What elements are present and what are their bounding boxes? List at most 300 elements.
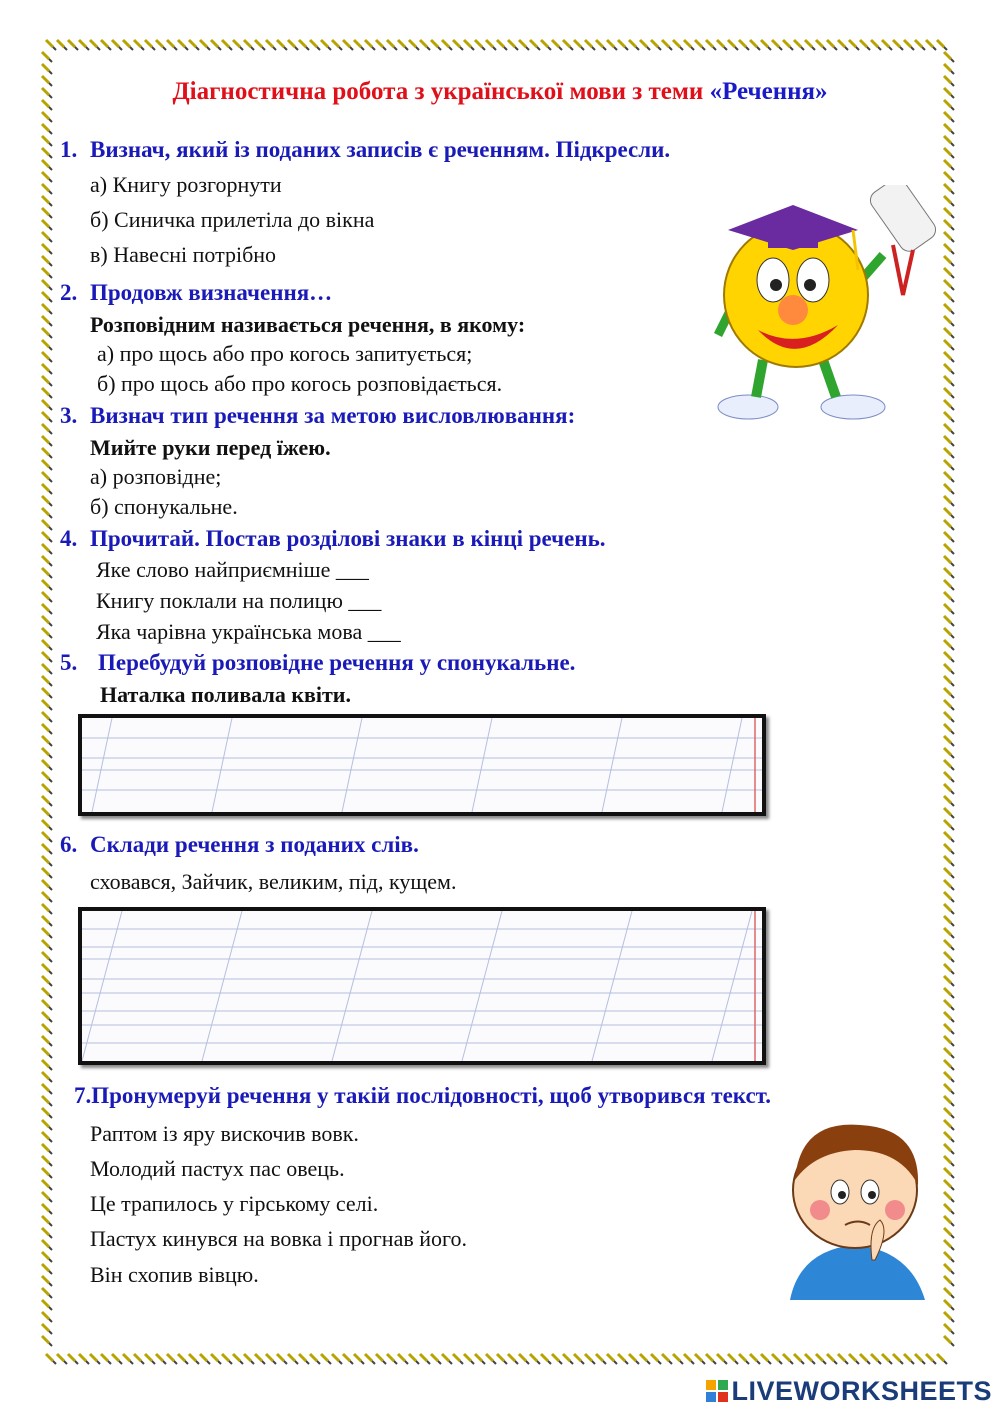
- pencil-border-mark: [42, 784, 52, 794]
- graduate-smiley-illustration: [708, 185, 948, 420]
- pencil-border-mark: [629, 40, 639, 50]
- pencil-border-mark: [944, 868, 954, 878]
- pencil-border-mark: [508, 1354, 518, 1364]
- pencil-border-mark: [783, 1354, 793, 1364]
- pencil-border-mark: [42, 208, 52, 218]
- pencil-border-mark: [42, 412, 52, 422]
- pencil-border-mark: [944, 1240, 954, 1250]
- pencil-border-mark: [849, 1354, 859, 1364]
- pencil-border-mark: [827, 1354, 837, 1364]
- liveworksheets-brand: LIVEWORKSHEETS: [706, 1376, 992, 1407]
- pencil-border-mark: [42, 1024, 52, 1034]
- pencil-border-mark: [944, 772, 954, 782]
- pencil-border-mark: [574, 1354, 584, 1364]
- pencil-border-mark: [101, 1354, 111, 1364]
- pencil-border-mark: [310, 40, 320, 50]
- pencil-border-mark: [794, 40, 804, 50]
- pencil-border-mark: [189, 1354, 199, 1364]
- pencil-border-mark: [944, 1288, 954, 1298]
- pencil-border-mark: [42, 1264, 52, 1274]
- pencil-border-mark: [944, 160, 954, 170]
- pencil-border-mark: [42, 1168, 52, 1178]
- pencil-border-mark: [211, 1354, 221, 1364]
- pencil-border-mark: [42, 1180, 52, 1190]
- pencil-border-mark: [112, 1354, 122, 1364]
- pencil-border-mark: [530, 40, 540, 50]
- pencil-border-mark: [684, 40, 694, 50]
- pencil-border-mark: [112, 40, 122, 50]
- pencil-border-mark: [42, 1252, 52, 1262]
- pencil-border-mark: [178, 1354, 188, 1364]
- pencil-border-mark: [42, 748, 52, 758]
- pencil-border-mark: [42, 700, 52, 710]
- pencil-border-mark: [42, 988, 52, 998]
- pencil-border-mark: [629, 1354, 639, 1364]
- pencil-border-mark: [42, 580, 52, 590]
- pencil-border-mark: [42, 424, 52, 434]
- pencil-border-mark: [944, 796, 954, 806]
- pencil-border-mark: [266, 40, 276, 50]
- pencil-border-mark: [944, 1012, 954, 1022]
- task-2-heading: 2. Продовж визначення…: [60, 280, 333, 305]
- pencil-border-mark: [662, 1354, 672, 1364]
- pencil-border-mark: [944, 964, 954, 974]
- pencil-border-mark: [42, 292, 52, 302]
- pencil-border-mark: [46, 40, 56, 50]
- pencil-border-mark: [79, 1354, 89, 1364]
- pencil-border-mark: [944, 916, 954, 926]
- pencil-border-mark: [42, 352, 52, 362]
- pencil-border-mark: [321, 1354, 331, 1364]
- pencil-border-mark: [42, 1276, 52, 1286]
- pencil-border-mark: [860, 1354, 870, 1364]
- pencil-border-mark: [354, 40, 364, 50]
- pencil-border-mark: [68, 1354, 78, 1364]
- pencil-border-mark: [893, 1354, 903, 1364]
- pencil-border-mark: [343, 1354, 353, 1364]
- pencil-border-mark: [926, 1354, 936, 1364]
- pencil-border-mark: [42, 892, 52, 902]
- pencil-border-mark: [42, 1012, 52, 1022]
- pencil-border-mark: [944, 712, 954, 722]
- pencil-border-mark: [42, 676, 52, 686]
- pencil-border-mark: [937, 40, 947, 50]
- pencil-border-mark: [387, 40, 397, 50]
- pencil-border-mark: [145, 40, 155, 50]
- pencil-border-mark: [893, 40, 903, 50]
- pencil-border-mark: [541, 40, 551, 50]
- pencil-border-mark: [651, 40, 661, 50]
- pencil-border-mark: [42, 628, 52, 638]
- pencil-border-mark: [541, 1354, 551, 1364]
- pencil-border-mark: [42, 916, 52, 926]
- liveworksheets-logo-icon: [706, 1380, 728, 1402]
- pencil-border-mark: [871, 1354, 881, 1364]
- pencil-border-mark: [42, 1336, 52, 1346]
- task-7-sentence-5[interactable]: Він схопив вівцю.: [90, 1262, 259, 1287]
- pencil-border-mark: [365, 1354, 375, 1364]
- pencil-border-mark: [42, 508, 52, 518]
- pencil-border-mark: [42, 1228, 52, 1238]
- pencil-border-mark: [904, 1354, 914, 1364]
- pencil-border-mark: [944, 1228, 954, 1238]
- pencil-border-mark: [761, 1354, 771, 1364]
- pencil-border-mark: [944, 1000, 954, 1010]
- pencil-border-mark: [944, 880, 954, 890]
- pencil-border-mark: [321, 40, 331, 50]
- pencil-border-mark: [475, 40, 485, 50]
- pencil-border-mark: [944, 556, 954, 566]
- task-1-option-a[interactable]: а) Книгу розгорнути: [90, 172, 282, 197]
- pencil-border-mark: [42, 124, 52, 134]
- pencil-border-mark: [585, 40, 595, 50]
- pencil-border-mark: [42, 568, 52, 578]
- pencil-border-mark: [156, 1354, 166, 1364]
- pencil-border-mark: [618, 40, 628, 50]
- pencil-border-mark: [944, 544, 954, 554]
- pencil-border-mark: [640, 40, 650, 50]
- task-1-option-c[interactable]: в) Навесні потрібно: [90, 242, 277, 267]
- pencil-border-mark: [42, 652, 52, 662]
- pencil-border-mark: [42, 532, 52, 542]
- pencil-border-mark: [42, 544, 52, 554]
- pencil-border-mark: [684, 1354, 694, 1364]
- pencil-border-mark: [332, 40, 342, 50]
- pencil-border-mark: [574, 40, 584, 50]
- pencil-border-mark: [42, 796, 52, 806]
- pencil-border-mark: [944, 1072, 954, 1082]
- pencil-border-mark: [596, 1354, 606, 1364]
- pencil-border-mark: [255, 40, 265, 50]
- pencil-border-mark: [944, 808, 954, 818]
- pencil-border-mark: [944, 1024, 954, 1034]
- pencil-border-mark: [420, 1354, 430, 1364]
- pencil-border-mark: [409, 40, 419, 50]
- pencil-border-mark: [101, 40, 111, 50]
- pencil-border-mark: [805, 40, 815, 50]
- task-7-sentence-1[interactable]: Раптом із яру вискочив вовк.: [90, 1121, 359, 1146]
- pencil-border-mark: [42, 1216, 52, 1226]
- pencil-border-mark: [944, 820, 954, 830]
- pencil-border-mark: [805, 1354, 815, 1364]
- pencil-border-mark: [563, 40, 573, 50]
- pencil-border-mark: [944, 736, 954, 746]
- pencil-border-mark: [944, 928, 954, 938]
- task-7-sentence-2[interactable]: Молодий пастух пас овець.: [90, 1156, 345, 1181]
- pencil-border-mark: [794, 1354, 804, 1364]
- pencil-border-mark: [354, 1354, 364, 1364]
- pencil-border-mark: [944, 1144, 954, 1154]
- pencil-border-mark: [944, 988, 954, 998]
- pencil-border-mark: [944, 700, 954, 710]
- task-6-answer-area[interactable]: [78, 907, 766, 1065]
- pencil-border-mark: [42, 1132, 52, 1142]
- pencil-border-mark: [944, 832, 954, 842]
- pencil-border-mark: [42, 1192, 52, 1202]
- pencil-border-mark: [944, 664, 954, 674]
- pencil-border-mark: [288, 1354, 298, 1364]
- pencil-border-mark: [57, 1354, 67, 1364]
- pencil-border-mark: [310, 1354, 320, 1364]
- pencil-border-mark: [944, 952, 954, 962]
- pencil-border-mark: [849, 40, 859, 50]
- pencil-border-mark: [42, 1084, 52, 1094]
- pencil-border-mark: [42, 184, 52, 194]
- task-6-heading: 6. Склади речення з поданих слів.: [60, 832, 419, 857]
- task-6-words: сховався, Зайчик, великим, під, кущем.: [90, 869, 457, 894]
- task-3-lead: Мийте руки перед їжею.: [90, 435, 331, 460]
- pencil-border-mark: [277, 1354, 287, 1364]
- pencil-border-mark: [464, 40, 474, 50]
- pencil-border-mark: [453, 40, 463, 50]
- pencil-border-mark: [944, 1036, 954, 1046]
- pencil-border-mark: [42, 220, 52, 230]
- pencil-border-mark: [42, 496, 52, 506]
- pencil-border-mark: [42, 52, 52, 62]
- pencil-border-mark: [42, 1036, 52, 1046]
- pencil-border-mark: [178, 40, 188, 50]
- pencil-border-mark: [750, 40, 760, 50]
- pencil-border-mark: [915, 40, 925, 50]
- pencil-border-mark: [596, 40, 606, 50]
- pencil-border-mark: [944, 892, 954, 902]
- pencil-border-mark: [42, 1120, 52, 1130]
- pencil-border-mark: [266, 1354, 276, 1364]
- pencil-border-mark: [882, 40, 892, 50]
- pencil-border-mark: [42, 868, 52, 878]
- pencil-border-mark: [42, 724, 52, 734]
- pencil-border-mark: [882, 1354, 892, 1364]
- pencil-border-mark: [42, 1072, 52, 1082]
- task-1-option-b[interactable]: б) Синичка прилетіла до вікна: [90, 207, 375, 232]
- pencil-border-mark: [42, 592, 52, 602]
- pencil-border-mark: [728, 40, 738, 50]
- task-4-sentence-3[interactable]: Яка чарівна українська мова ___: [96, 619, 401, 644]
- pencil-border-mark: [717, 1354, 727, 1364]
- pencil-border-mark: [398, 40, 408, 50]
- pencil-border-mark: [944, 1324, 954, 1334]
- task-5-lead: Наталка поливала квіти.: [100, 682, 351, 707]
- task-4-sentence-2[interactable]: Книгу поклали на полицю ___: [96, 588, 382, 613]
- task-2-option-b[interactable]: б) про щось або про когось розповідається.: [97, 371, 503, 396]
- pencil-border-mark: [42, 1240, 52, 1250]
- pencil-border-mark: [42, 364, 52, 374]
- pencil-border-mark: [944, 748, 954, 758]
- pencil-border-mark: [365, 40, 375, 50]
- pencil-border-mark: [42, 556, 52, 566]
- pencil-border-mark: [944, 760, 954, 770]
- pencil-border-mark: [944, 1096, 954, 1106]
- pencil-border-mark: [387, 1354, 397, 1364]
- task-7-sentence-3[interactable]: Це трапилось у гірському селі.: [90, 1191, 379, 1216]
- pencil-border-mark: [944, 460, 954, 470]
- page-title: Діагностична робота з української мови з теми «Речення»: [172, 78, 828, 105]
- pencil-border-mark: [277, 40, 287, 50]
- pencil-border-mark: [42, 964, 52, 974]
- pencil-border-mark: [42, 844, 52, 854]
- pencil-border-mark: [816, 1354, 826, 1364]
- pencil-border-mark: [42, 136, 52, 146]
- pencil-border-mark: [728, 1354, 738, 1364]
- pencil-border-mark: [944, 592, 954, 602]
- pencil-border-mark: [944, 1108, 954, 1118]
- pencil-border-mark: [944, 508, 954, 518]
- pencil-border-mark: [717, 40, 727, 50]
- task-3-option-a[interactable]: а) розповідне;: [90, 464, 222, 489]
- pencil-border-mark: [42, 436, 52, 446]
- pencil-border-mark: [42, 1312, 52, 1322]
- pencil-border-mark: [944, 784, 954, 794]
- pencil-border-mark: [944, 136, 954, 146]
- pencil-border-mark: [222, 40, 232, 50]
- pencil-border-mark: [42, 760, 52, 770]
- task-7-sentence-4[interactable]: Пастух кинувся на вовка і прогнав його.: [90, 1226, 467, 1251]
- pencil-border-mark: [42, 304, 52, 314]
- pencil-border-mark: [944, 496, 954, 506]
- pencil-border-mark: [944, 1060, 954, 1070]
- pencil-border-mark: [42, 1204, 52, 1214]
- pencil-border-mark: [200, 1354, 210, 1364]
- task-5-answer-area[interactable]: [78, 714, 766, 816]
- pencil-border-mark: [42, 1096, 52, 1106]
- pencil-border-mark: [838, 40, 848, 50]
- pencil-border-mark: [420, 40, 430, 50]
- pencil-border-mark: [944, 52, 954, 62]
- pencil-border-mark: [42, 1300, 52, 1310]
- task-3-option-b[interactable]: б) спонукальне.: [90, 494, 238, 519]
- pencil-border-mark: [944, 856, 954, 866]
- task-1-heading: 1. Визнач, який із поданих записів є реченням. Підкресли.: [60, 137, 671, 162]
- pencil-border-mark: [944, 904, 954, 914]
- pencil-border-mark: [211, 40, 221, 50]
- pencil-border-mark: [695, 1354, 705, 1364]
- pencil-border-mark: [944, 628, 954, 638]
- pencil-border-mark: [944, 1192, 954, 1202]
- pencil-border-mark: [42, 772, 52, 782]
- pencil-border-mark: [90, 40, 100, 50]
- pencil-border-mark: [42, 952, 52, 962]
- pencil-border-mark: [475, 1354, 485, 1364]
- pencil-border-mark: [944, 484, 954, 494]
- pencil-border-mark: [904, 40, 914, 50]
- pencil-border-mark: [123, 1354, 133, 1364]
- pencil-border-mark: [42, 1048, 52, 1058]
- pencil-border-mark: [772, 1354, 782, 1364]
- task-4-sentence-1[interactable]: Яке слово найприємніше ___: [96, 557, 369, 582]
- pencil-border-mark: [706, 40, 716, 50]
- task-5-heading: 5. Перебудуй розповідне речення у спонукальне.: [60, 650, 576, 675]
- task-2-option-a[interactable]: а) про щось або про когось запитується;: [97, 341, 473, 366]
- pencil-border-mark: [662, 40, 672, 50]
- task-7-heading: 7.Пронумеруй речення у такій послідовності, щоб утворився текст.: [74, 1083, 771, 1108]
- pencil-border-mark: [42, 376, 52, 386]
- pencil-border-mark: [673, 40, 683, 50]
- pencil-border-mark: [189, 40, 199, 50]
- pencil-border-mark: [944, 568, 954, 578]
- pencil-border-mark: [944, 1132, 954, 1142]
- pencil-border-mark: [409, 1354, 419, 1364]
- task-2-lead: Розповідним називається речення, в якому:: [90, 312, 526, 337]
- pencil-border-mark: [816, 40, 826, 50]
- pencil-border-mark: [42, 604, 52, 614]
- pencil-border-mark: [42, 1060, 52, 1070]
- pencil-border-mark: [42, 160, 52, 170]
- pencil-border-mark: [453, 1354, 463, 1364]
- pencil-border-mark: [42, 400, 52, 410]
- pencil-border-mark: [42, 328, 52, 338]
- pencil-border-mark: [42, 1324, 52, 1334]
- pencil-border-mark: [827, 40, 837, 50]
- pencil-border-mark: [42, 820, 52, 830]
- pencil-border-mark: [673, 1354, 683, 1364]
- pencil-border-mark: [519, 40, 529, 50]
- pencil-border-mark: [944, 1276, 954, 1286]
- pencil-border-mark: [783, 40, 793, 50]
- pencil-border-mark: [42, 664, 52, 674]
- pencil-border-mark: [497, 40, 507, 50]
- pencil-border-mark: [376, 40, 386, 50]
- pencil-border-mark: [233, 40, 243, 50]
- pencil-border-mark: [871, 40, 881, 50]
- pencil-border-mark: [640, 1354, 650, 1364]
- pencil-border-mark: [585, 1354, 595, 1364]
- pencil-border-mark: [42, 1144, 52, 1154]
- pencil-border-mark: [944, 940, 954, 950]
- pencil-border-mark: [42, 268, 52, 278]
- pencil-border-mark: [706, 1354, 716, 1364]
- pencil-border-mark: [944, 652, 954, 662]
- pencil-border-mark: [552, 40, 562, 50]
- pencil-border-mark: [519, 1354, 529, 1364]
- pencil-border-mark: [42, 388, 52, 398]
- pencil-border-mark: [79, 40, 89, 50]
- pencil-border-mark: [42, 1000, 52, 1010]
- pencil-border-mark: [944, 112, 954, 122]
- pencil-border-mark: [944, 1264, 954, 1274]
- pencil-border-mark: [299, 40, 309, 50]
- pencil-border-mark: [244, 40, 254, 50]
- pencil-border-mark: [944, 1180, 954, 1190]
- pencil-border-mark: [944, 124, 954, 134]
- pencil-border-mark: [42, 880, 52, 890]
- pencil-border-mark: [915, 1354, 925, 1364]
- pencil-border-mark: [944, 1120, 954, 1130]
- pencil-border-mark: [42, 856, 52, 866]
- pencil-border-mark: [42, 1288, 52, 1298]
- pencil-border-mark: [42, 808, 52, 818]
- pencil-border-mark: [222, 1354, 232, 1364]
- pencil-border-mark: [944, 436, 954, 446]
- pencil-border-mark: [233, 1354, 243, 1364]
- pencil-border-mark: [944, 1204, 954, 1214]
- pencil-border-mark: [42, 280, 52, 290]
- pencil-border-mark: [134, 1354, 144, 1364]
- pencil-border-mark: [552, 1354, 562, 1364]
- pencil-border-mark: [926, 40, 936, 50]
- pencil-border-mark: [761, 40, 771, 50]
- pencil-border-mark: [57, 40, 67, 50]
- pencil-border-mark: [944, 1312, 954, 1322]
- pencil-border-mark: [42, 640, 52, 650]
- pencil-border-mark: [376, 1354, 386, 1364]
- pencil-border-mark: [343, 40, 353, 50]
- pencil-border-mark: [42, 520, 52, 530]
- pencil-border-mark: [944, 640, 954, 650]
- pencil-border-mark: [42, 460, 52, 470]
- pencil-border-mark: [944, 1300, 954, 1310]
- pencil-border-mark: [255, 1354, 265, 1364]
- pencil-border-mark: [944, 520, 954, 530]
